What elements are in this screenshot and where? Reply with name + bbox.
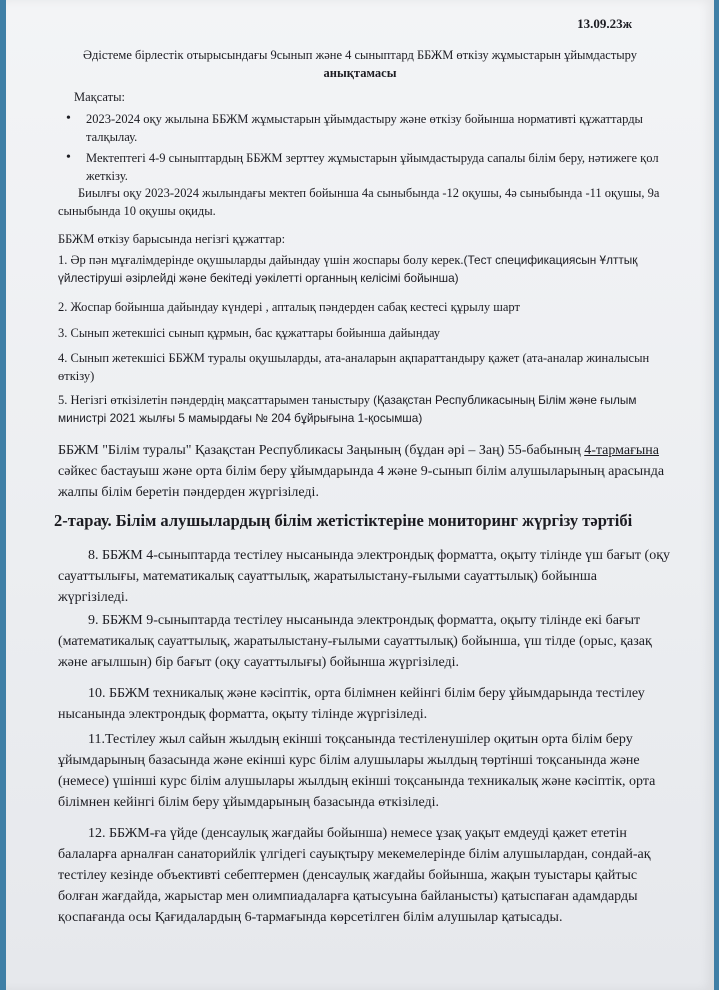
doc-item-5 xyxy=(58,391,673,427)
title-line-1: Әдістеме бірлестік отырысындағы 9сынып және 4 сыныптард ББЖМ өткізу жұмыстарын ұйымдастыру xyxy=(82,48,638,62)
doc-item-2 xyxy=(58,298,673,316)
paragraph-10: 10. ББЖМ техникалық және кәсіптік, орта білімнен кейінгі білім беру ұйымдарында тестілеу нысанында электрондық форматта, оқыту тілінде жүргізіледі. xyxy=(58,686,645,722)
document-page xyxy=(6,0,714,990)
law-article-link[interactable]: 4-тармағына xyxy=(584,443,659,458)
doc-item-note: (ата-аналар жиналысын өткізу) xyxy=(58,351,650,383)
goals-label: Мақсаты: xyxy=(74,90,125,104)
doc-item-note: (Тест спецификациясын Ұлттық үйлестіруші әзірлейді және бекітеді уәкілетті органның келісімі бойынша) xyxy=(58,253,638,285)
doc-item-3 xyxy=(58,324,673,342)
intro-paragraph: Биылғы оқу 2023-2024 жылындағы мектеп бойынша 4а сыныбында -12 оқушы, 4ә сыныбында -11 оқушы, 9а сыныбында 10 оқушы оқиды. xyxy=(58,186,660,218)
goal-item: • Мектептегі 4-9 сыныптардың ББЖМ зерттеу жұмыстарын ұйымдастыруда сапалы білім беру, нәтижеге қол жеткізу. xyxy=(86,149,686,185)
paragraph-8: 8. ББЖМ 4-сыныптарда тестілеу нысанында электрондық форматта, оқыту тілінде үш бағыт (оқу сауаттылығы, математикалық сауаттылық, жаратылыстану-ғылыми сауаттылық) бойынша жүргізіледі. xyxy=(58,548,671,605)
goal-item: • 2023-2024 оқу жылына ББЖМ жұмыстарын ұйымдастыру және өткізу бойынша нормативті құжаттарды талқылау. xyxy=(86,110,686,146)
paragraph-9: 9. ББЖМ 9-сыныптарда тестілеу нысанында электрондық форматта, оқыту тілінде екі бағыт (математикалық сауаттылық, жаратылыстану-ғылыми сауаттылық) бойынша, үш тілде (орыс, қазақ және ағылшын) бір бағыт (оқу сауаттылығы) бойынша жүргізіледі. xyxy=(58,613,652,670)
document-date: 13.09.23ж xyxy=(577,16,632,31)
doc-item-lead: 2. Жоспар бойынша дайындау күндері , апталық пәндерден сабақ кестесі құрылу шарт xyxy=(58,300,520,314)
doc-item-4 xyxy=(58,349,673,385)
doc-item-1 xyxy=(58,251,673,287)
doc-item-lead: 4. Сынып жетекшісі ББЖМ туралы оқушыларды, ата-аналарын ақпараттандыру қажет xyxy=(58,351,523,365)
paragraph-12: 12. ББЖМ-ға үйде (денсаулық жағдайы бойынша) немесе ұзақ уақыт емдеуді қажет ететін балаларға арналған санаторийлік үлгідегі сауықтыру мекемелерінде білім алушылардан, сондай-ақ тестілеу кезінде объективті себептермен (денсаулық жағдайы бойынша, жақын туыстары қайтыс болған жағдайда, жарыстар мен олимпиадаларға қатысуына байланысты) қатыспаған адамдарды қоспағанда осы Қағидалардың 6-тармағында көрсетілген білім алушылар қатысады. xyxy=(58,826,651,925)
doc-item-lead: 5. Негізгі өткізілетін пәндердің мақсаттарымен таныстыру xyxy=(58,393,374,407)
document-title xyxy=(6,46,714,82)
goals-list xyxy=(66,110,686,188)
doc-item-lead: 3. Сынып жетекшісі сынып құрмын, бас құжаттары бойынша дайындау xyxy=(58,326,441,340)
law-text-after: сәйкес бастауыш және орта білім беру ұйымдарында 4 және 9-сынып білім алушыларының арасында жалпы білім беретін пәндерден жүргізіледі. xyxy=(58,464,665,500)
section-title: 2-тарау. Білім алушылардың білім жетістіктеріне мониторинг жүргізу тәртібі xyxy=(54,511,633,530)
docs-heading: ББЖМ өткізу барысында негізгі құжаттар: xyxy=(58,232,286,246)
law-paragraph xyxy=(58,440,670,503)
doc-item-note: (Қазақстан Республикасының Білім және ғылым министрі 2021 жылғы 5 мамырдағы № 204 бұйрығына 1-қосымша) xyxy=(58,393,637,425)
law-text-before: ББЖМ "Білім туралы" Қазақстан Республикасы Заңының (бұдан әрі – Заң) 55-бабының xyxy=(58,443,585,458)
doc-item-lead: 1. Әр пән мұғалімдерінде оқушыларды дайындау үшін жоспары болу керек. xyxy=(58,253,464,267)
paragraph-11: 11.Тестілеу жыл сайын жылдың екінші тоқсанында тестіленушілер оқитын орта білім беру ұйымдарының базасында және екінші курс білім алушылары жылдың төртінші тоқсанында және (немесе) үшінші курс білім алушылары жылдың екінші тоқсанында техникалық және кәсіптік, орта білімнен кейінгі білім беру ұйымдарының базасында өткізіледі. xyxy=(58,732,656,810)
title-line-2: анықтамасы xyxy=(323,66,397,80)
